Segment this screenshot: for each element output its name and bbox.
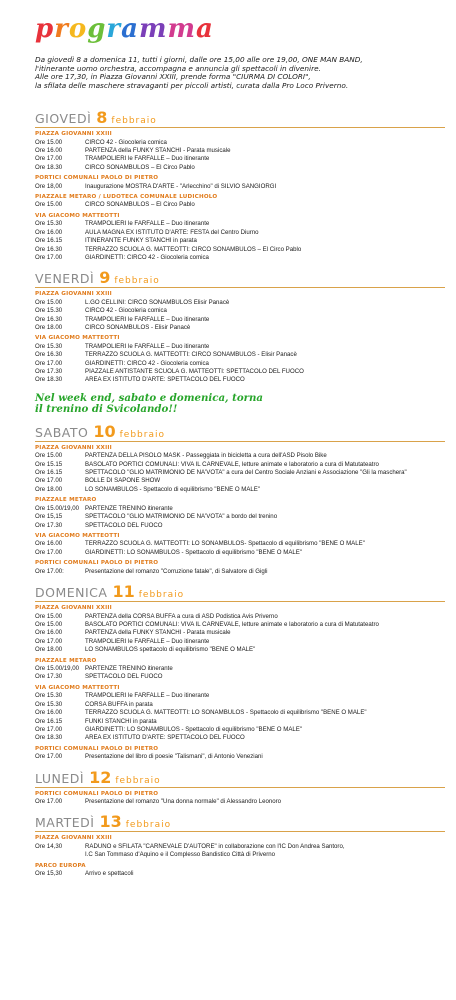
event-row [35,709,450,717]
event-description: CIRCO 42 - Giocoleria comica [85,138,167,146]
event-row [35,324,450,332]
event-time: Ore 18.00 [35,323,63,331]
location-heading: PORTICI COMUNALI PAOLO DI PIETRO [35,560,159,567]
title-letter: m [138,14,168,44]
event-description: TRAMPOLIERI le FARFALLE – Duo itinerante [85,155,210,163]
event-time: Ore 15.30 [35,700,63,708]
event-description: PARTENZA della FUNKY STANCHI - Parata musicale [85,146,231,154]
event-time: Ore 16.00 [35,146,63,154]
event-time: Ore 15.00 [35,138,63,146]
event-description: CIRCO SONAMBULOS – El Circo Pablo [85,201,195,209]
day-header [35,108,450,126]
event-time: Ore 17.00 [35,725,63,733]
event-time: Ore 15.30 [35,692,63,700]
event-row [35,726,450,734]
event-time: Ore 18.30 [35,734,63,742]
event-description: TRAMPOLIERI le FARFALLE – Duo itinerante [85,315,210,323]
event-description: GIARDINETTI: CIRCO 42 - Giocoleria comica [85,253,209,261]
day-header [35,812,450,830]
event-description: PARTENZA della CORSA BUFFA a cura di ASD Podistica Avis Priverno [85,612,278,620]
event-time: Ore 18.00 [35,646,63,654]
event-time: Ore 16.30 [35,245,63,253]
event-row [35,646,450,654]
event-time: Ore 15.00/19,00 [35,665,80,673]
event-description: Presentazione del libro di poesie "Talismani", di Antonio Veneziani [85,753,263,761]
location-heading: VIA GIACOMO MATTEOTTI [35,212,120,219]
event-row [35,540,450,548]
location-heading: PIAZZA GIOVANNI XXIII [35,131,112,137]
day-month: febbraio [138,590,185,601]
location-heading: PORTICI COMUNALI PAOLO DI PIETRO [35,790,159,797]
event-description: BASOLATO PORTICI COMUNALI: VIVA IL CARNEVALE, letture animate e laboratorio a cura di Matutateatro [85,460,379,468]
event-row [35,246,450,254]
location-heading: PIAZZA GIOVANNI XXIII [35,835,112,842]
event-description: SPETTACOLO "GLIO MATRIMONIO DE NA'VOTA" a cura del Centro Sociale Anziani e Associazione "Gli la maschera" [85,469,407,477]
event-description: TERRAZZO SCUOLA G. MATTEOTTI: CIRCO SONAMBULOS – El Circo Pablo [85,245,302,253]
event-row [35,621,450,629]
page-title [35,14,214,44]
event-row [35,798,450,806]
event-row [35,513,450,521]
title-letter: g [87,14,107,44]
event-row [35,505,450,513]
event-time: Ore 16.00 [35,228,63,236]
event-description: Presentazione del romanzo "Corruzione fatale", di Salvatore di Gigli [85,567,268,575]
event-description: BASOLATO PORTICI COMUNALI: VIVA IL CARNEVALE, letture animate e laboratorio a cura di Matutateatro [85,621,379,628]
event-row [35,665,450,673]
event-row [35,718,450,726]
day-header [35,422,450,440]
event-time: Ore 17.00 [35,253,63,261]
event-row [35,486,450,494]
event-row [35,870,450,878]
day-number: 11 [112,582,135,602]
event-row [35,351,450,359]
event-description: RADUNO e SFILATA "CARNEVALE D'AUTORE" in collaborazione con l'IC Don Andrea Santoro, [85,842,345,850]
location-heading: VIA GIACOMO MATTEOTTI [35,684,120,691]
event-time: Ore 18.30 [35,376,63,384]
event-description: Arrivo e spettacoli [85,870,134,878]
title-letter: o [68,14,88,44]
event-time: Ore 16.30 [35,315,63,323]
event-description: PARTENZA della FUNKY STANCHI - Parata musicale [85,629,231,637]
day-number: 13 [99,812,122,832]
event-row [35,229,450,237]
event-time: Ore 16.00 [35,540,63,548]
event-description: GIARDINETTI: LO SONAMBULOS - Spettacolo di equilibrismo "BENE O MALE" [85,548,302,556]
event-description: TRAMPOLIERI le FARFALLE – Duo itinerante [85,637,210,645]
event-description: AULA MAGNA EX ISTITUTO D'ARTE: FESTA del Centro Diurno [85,228,259,236]
event-row [35,638,450,646]
event-row [35,155,450,163]
title-letter: r [106,14,122,44]
event-description: ITINERANTE FUNKY STANCHI in parata [85,237,197,245]
event-row [35,254,450,262]
event-row [35,461,450,469]
event-row [35,316,450,324]
event-description: Inaugurazione MOSTRA D'ARTE - "Arlecchino" di SILVIO SANGIORGI [85,182,277,190]
event-row [35,220,450,228]
day-name: MARTEDÌ [35,815,95,831]
event-row [35,307,450,315]
event-time: Ore 17.30 [35,673,63,681]
event-row [35,183,450,191]
location-heading: VIA GIACOMO MATTEOTTI [35,335,120,342]
title-letter: p [35,14,55,44]
event-description: BOLLE DI SAPONE SHOW [85,477,161,485]
event-description: TRAMPOLIERI le FARFALLE – Duo itinerante [85,220,210,228]
event-time: Ore 17.30 [35,368,63,376]
event-description: PIAZZALE ANTISTANTE SCUOLA G. MATTEOTTI: SPETTACOLO DEL FUOCO [85,368,304,376]
day-divider [35,287,445,288]
event-time: Ore 17.00: [35,567,64,575]
event-description: GIARDINETTI: CIRCO 42 - Giocoleria comica [85,359,209,367]
event-description: SPETTACOLO DEL FUOCO [85,673,163,681]
event-time: Ore 16.00 [35,629,63,637]
day-name: GIOVEDÌ [35,111,92,126]
event-row [35,343,450,351]
day-month: febbraio [119,429,165,440]
event-time: Ore 15.30 [35,342,63,350]
event-description: AREA EX ISTITUTO D'ARTE: SPETTACOLO DEL FUOCO [85,734,245,742]
intro-paragraph [35,56,445,90]
event-time: Ore 16.15 [35,717,63,725]
event-time: Ore 18.30 [35,163,63,171]
event-row [35,201,450,209]
day-month: febbraio [114,276,160,287]
event-description: TRAMPOLIERI le FARFALLE – Duo itinerante [85,342,210,350]
event-time: Ore 17.00 [35,637,63,645]
event-description: PARTENZE TRENINO itinerante [85,665,173,673]
day-name: DOMENICA [35,585,108,601]
event-description: TERRAZZO SCUOLA G. MATTEOTTI: LO SONAMBULOS- Spettacolo di equilibrismo "BENE O MALE" [85,540,365,548]
event-description: LO SONAMBULOS - Spettacolo di equilibrismo "BENE O MALE" [85,485,261,493]
event-time: Ore 16.15 [35,237,63,245]
location-heading: PIAZZALE METARO / LUDOTECA COMUNALE LUDICHOLO [35,193,218,200]
event-description: LO SONAMBULOS spettacolo di equilibrismo "BENE O MALE" [85,646,256,654]
event-time: Ore 15.00/19,00 [35,504,80,512]
event-time: Ore 17.00 [35,155,63,163]
intro-line: Da giovedì 8 a domenica 11, tutti i giorni, dalle ore 15,00 alle ore 19,00, ONE MAN BAND, [35,55,363,64]
location-heading: PIAZZALE METARO [35,657,97,664]
event-description: TERRAZZO SCUOLA G. MATTEOTTI: LO SONAMBULOS - Spettacolo di equilibrismo "BENE O MALE" [85,709,367,717]
title-letter: r [54,14,69,44]
event-time: Ore 17.00 [35,548,63,556]
weekend-note-line: il trenino di Svicolando!! [35,403,178,416]
event-time: Ore 16.15 [35,469,63,477]
event-row [35,376,450,384]
day-number: 10 [93,421,116,441]
event-description: Presentazione del romanzo "Una donna normale" di Alessandro Leonoro [85,798,282,806]
event-time: Ore 17.00 [35,798,63,806]
weekend-note-line: Nel week end, sabato e domenica, torna [35,391,264,404]
event-description: CORSA BUFFA in parata [85,700,153,708]
event-description: SPETTACOLO DEL FUOCO [85,521,163,529]
event-time: Ore 15,15 [35,513,63,521]
intro-line: l'itinerante uomo orchestra, accompagna e annuncia gli spettacoli in divenire. [35,63,321,73]
location-heading: PORTICI COMUNALI PAOLO DI PIETRO [35,745,159,752]
event-time: Ore 18.00 [35,485,63,493]
schedule-content [35,104,450,879]
day-name: SABATO [35,424,89,440]
title-letter: a [196,14,214,44]
location-heading: VIA GIACOMO MATTEOTTI [35,532,120,539]
event-time: Ore 15.00 [35,201,63,209]
event-description: PARTENZA DELLA PISOLO MASK - Passeggiata in bicicletta a cura dell'ASD Pisolo Bike [85,452,327,460]
event-row [35,360,450,368]
event-description: CIRCO SONAMBULOS - Elisir Panacè [85,323,191,331]
event-time: Ore 16.00 [35,709,63,717]
event-time: Ore 17.00 [35,477,63,485]
event-row [35,452,450,460]
location-heading: PIAZZA GIOVANNI XXIII [35,444,112,451]
day-month: febbraio [111,116,157,126]
day-divider [35,831,445,832]
event-row [35,734,450,742]
weekend-note [35,393,450,416]
event-description: AREA EX ISTITUTO D'ARTE: SPETTACOLO DEL FUOCO [85,376,245,384]
event-description: CIRCO SONAMBULOS – El Circo Pablo [85,163,195,171]
day-header [35,268,450,286]
event-description: PARTENZE TRENINO itinerante [85,504,173,512]
event-row [35,692,450,700]
day-divider [35,127,445,128]
event-description: SPETTACOLO "GLIO MATRIMONIO DE NA'VOTA" a bordo del trenino [85,513,278,521]
event-row [35,673,450,681]
event-row [35,139,450,147]
event-time: Ore 14,30 [35,842,63,850]
day-name: LUNEDÌ [35,770,85,786]
event-row [35,237,450,245]
event-time: Ore 15.00 [35,452,63,460]
event-row [35,164,450,172]
day-divider [35,601,445,602]
event-row [35,753,450,761]
event-row [35,851,450,859]
title-letter: m [167,14,197,44]
title-letter: a [121,14,139,44]
event-row [35,299,450,307]
event-time: Ore 15.00 [35,621,63,628]
event-time: Ore 17.00 [35,359,63,367]
event-time: Ore 17.30 [35,521,63,529]
event-time: Ore 15,30 [35,870,63,878]
event-row [35,469,450,477]
intro-line: la sfilata delle maschere stravaganti per piccoli artisti, curata dalla Pro Loco Priverno. [35,80,349,90]
event-time: Ore 15.30 [35,220,63,228]
event-row [35,843,450,851]
event-description: CIRCO 42 - Giocoleria comica [85,307,167,315]
event-time: Ore 18,00 [35,182,63,190]
event-row [35,147,450,155]
event-description: TERRAZZO SCUOLA G. MATTEOTTI: CIRCO SONAMBULOS - Elisir Panacè [85,351,297,359]
day-month: febbraio [125,820,172,831]
day-header [35,768,450,786]
event-description: TRAMPOLIERI le FARFALLE – Duo itinerante [85,692,210,700]
location-heading: PORTICI COMUNALI PAOLO DI PIETRO [35,175,159,182]
event-row [35,629,450,637]
day-number: 12 [89,767,112,787]
event-time: Ore 15.00 [35,612,63,620]
event-time: Ore 15.30 [35,307,63,315]
event-time: Ore 16.30 [35,351,63,359]
location-heading: PIAZZALE METARO [35,497,97,504]
day-name: VENERDÌ [35,271,95,287]
event-row [35,613,450,621]
event-row [35,477,450,485]
event-description: L.GO CELLINI: CIRCO SONAMBULOS Elisir Panacè [85,298,230,306]
event-row [35,368,450,376]
event-description: GIARDINETTI: LO SONAMBULOS - Spettacolo di equilibrismo "BENE O MALE" [85,725,302,733]
intro-line: Alle ore 17,30, in Piazza Giovanni XXIII, prende forma "CIURMA DI COLORI", [35,72,311,82]
event-description: FUNKI STANCHI in parata [85,717,157,725]
location-heading: PIAZZA GIOVANNI XXIII [35,605,112,612]
event-row [35,568,450,576]
day-header [35,582,450,600]
event-description: I.C San Tommaso d'Aquino e il Complesso Bandistico Città di Priverno [85,851,276,859]
event-time: Ore 17.00 [35,753,63,761]
location-heading: PARCO EUROPA [35,862,86,869]
event-row [35,701,450,709]
event-time: Ore 15.00 [35,298,63,306]
day-number: 8 [96,108,108,127]
day-number: 9 [99,268,111,288]
event-time: Ore 15.15 [35,460,63,468]
event-row [35,522,450,530]
event-row [35,549,450,557]
day-month: febbraio [115,775,161,786]
location-heading: PIAZZA GIOVANNI XXIII [35,291,112,298]
